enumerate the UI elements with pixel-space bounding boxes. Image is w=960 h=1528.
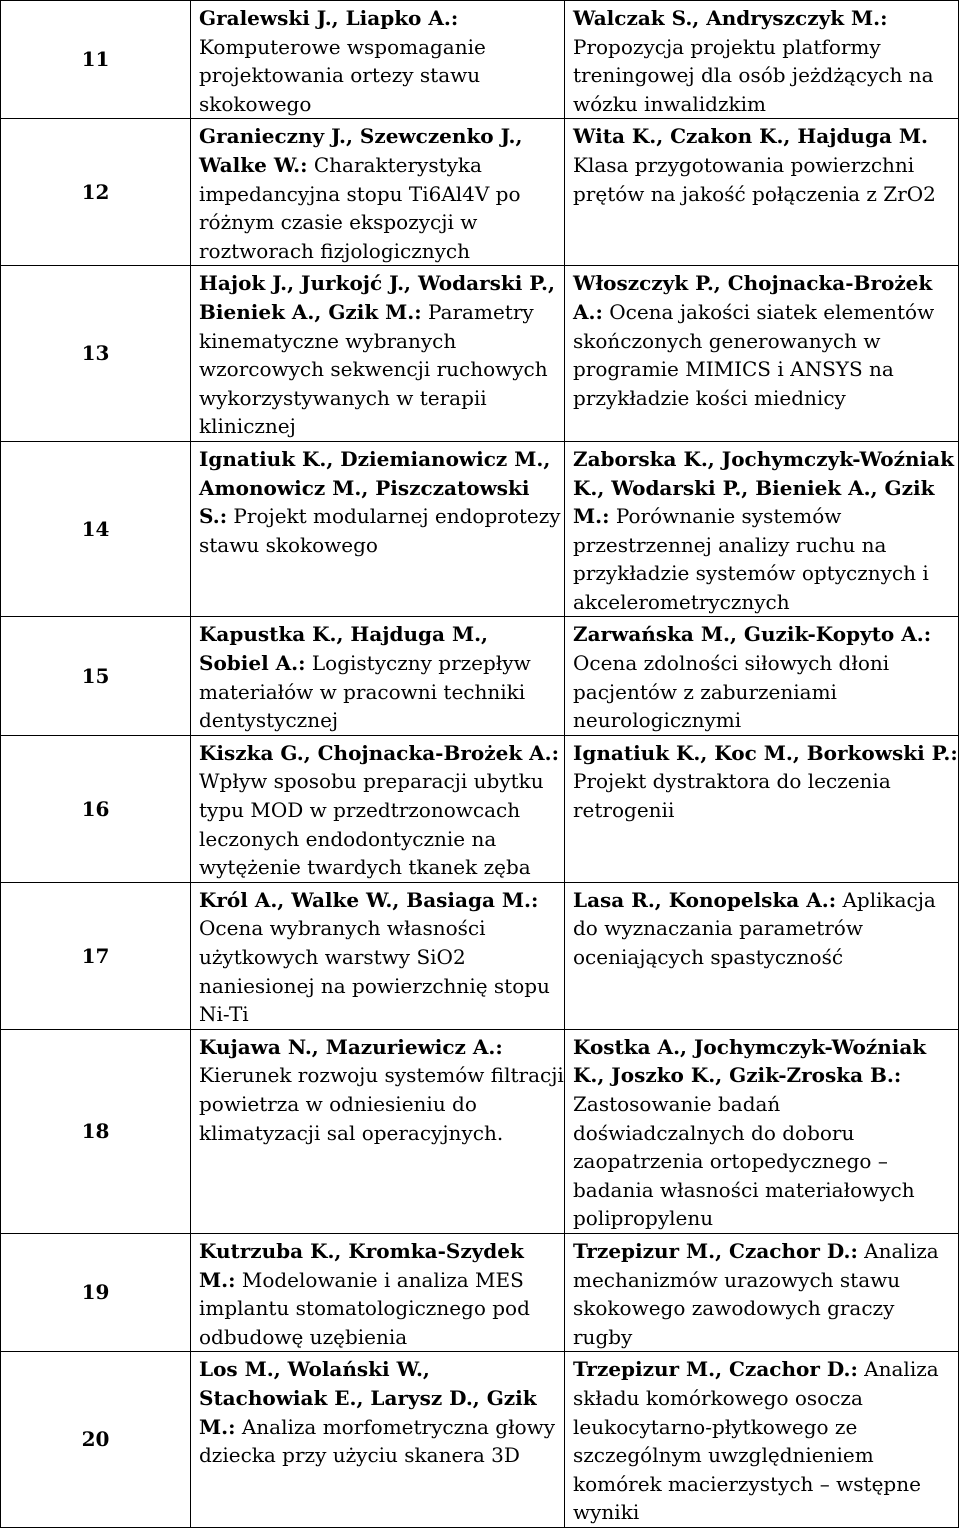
entry-authors: Kostka A., Jochymczyk-Woźniak K., Joszko K., Gzik-Zroska B.: <box>573 1034 927 1088</box>
entry-authors: Walczak S., Andryszczyk M.: <box>573 6 888 30</box>
entry-authors: Lasa R., Konopelska A.: <box>573 887 837 912</box>
entry-title: Zastosowanie badań doświadczalnych do doboru zaopatrzenia ortopedycznego – badania własności materiałowych polipropylenu <box>573 1091 915 1231</box>
entry-cell <box>191 1029 565 1233</box>
entry-title: Porównanie systemów przestrzennej analizy ruchu na przykładzie systemów optycznych i akcelerometrycznych <box>573 504 929 614</box>
entry-title: Projekt modularnej endoprotezy stawu skokowego <box>199 504 561 557</box>
entry-authors: Włoszczyk P., Chojnacka-Brożek A.: <box>573 271 933 324</box>
table-row <box>1 882 959 1029</box>
row-number: 20 <box>1 1352 191 1528</box>
row-number: 17 <box>1 882 191 1029</box>
row-number: 16 <box>1 735 191 882</box>
entry-cell <box>191 119 565 266</box>
entry-title: Kierunek rozwoju systemów filtracji powietrza w odniesieniu do klimatyzacji sal operacyjnych. <box>199 1063 564 1145</box>
entry-authors: Los M., Wolański W., Stachowiak E., Larysz D., Gzik M.: <box>199 1357 537 1439</box>
row-number: 14 <box>1 441 191 617</box>
entry-authors: Granieczny J., Szewczenko J., Walke W.: <box>199 124 523 177</box>
entry-title: Charakterystyka impedancyjna stopu Ti6Al4V po różnym czasie ekspozycji w roztworach fizjologicznych <box>199 152 521 263</box>
entry-title: Ocena jakości siatek elementów skończonych generowanych w programie MIMICS i ANSYS na przykładzie kości miednicy <box>573 299 935 410</box>
entry-authors: Kapustka K., Hajduga M., Sobiel A.: <box>199 622 489 676</box>
entry-cell <box>191 882 565 1029</box>
entry-title: Komputerowe wspomaganie projektowania ortezy stawu skokowego <box>199 34 486 116</box>
entry-title: Aplikacja do wyznaczania parametrów oceniających spastyczność <box>573 887 936 969</box>
entry-title: Ocena zdolności siłowych dłoni pacjentów z zaburzeniami neurologicznymi <box>573 651 890 733</box>
row-number: 12 <box>1 119 191 266</box>
entry-cell <box>565 441 959 617</box>
table-row <box>1 735 959 882</box>
entry-authors: Kutrzuba K., Kromka-Szydek M.: <box>199 1238 524 1292</box>
entry-authors: Ignatiuk K., Dziemianowicz M., Amonowicz M., Piszczatowski S.: <box>199 446 551 529</box>
entry-authors: Zaborska K., Jochymczyk-Woźniak K., Wodarski P., Bieniek A., Gzik M.: <box>573 446 954 529</box>
entry-cell <box>565 1233 959 1351</box>
entry-title: Projekt dystraktora do leczenia retrogenii <box>573 769 891 823</box>
entry-cell <box>191 1 565 119</box>
row-number: 11 <box>1 1 191 119</box>
entry-cell <box>191 617 565 735</box>
entry-cell <box>191 735 565 882</box>
table-row <box>1 119 959 266</box>
table-row <box>1 617 959 735</box>
table-row <box>1 1233 959 1351</box>
row-number: 19 <box>1 1233 191 1351</box>
entry-authors: Zarwańska M., Guzik-Kopyto A.: <box>573 622 932 647</box>
entry-authors: Trzepizur M., Czachor D.: <box>573 1357 858 1382</box>
entry-title: Analiza morfometryczna głowy dziecka przy użyciu skanera 3D <box>199 1414 556 1468</box>
table-row <box>1 1352 959 1528</box>
entry-cell <box>565 266 959 442</box>
entry-cell <box>191 1233 565 1351</box>
entry-title: Analiza mechanizmów urazowych stawu skokowego zawodowych graczy rugby <box>573 1238 939 1349</box>
entry-title: Klasa przygotowania powierzchni prętów na jakość połączenia z ZrO2 <box>573 152 936 206</box>
entry-cell <box>565 1352 959 1528</box>
entry-cell <box>565 617 959 735</box>
entry-authors: Kiszka G., Chojnacka-Brożek A.: <box>199 740 560 765</box>
row-number: 13 <box>1 266 191 442</box>
table-row <box>1 1 959 119</box>
entry-authors: Król A., Walke W., Basiaga M.: <box>199 887 539 912</box>
entry-authors: Kujawa N., Mazuriewicz A.: <box>199 1034 503 1059</box>
entry-cell <box>565 882 959 1029</box>
entry-title: Logistyczny przepływ materiałów w pracowni techniki dentystycznej <box>199 651 531 733</box>
entry-cell <box>565 119 959 266</box>
entry-cell <box>565 1 959 119</box>
entry-cell <box>191 441 565 617</box>
row-number: 18 <box>1 1029 191 1233</box>
entry-title: Ocena wybranych własności użytkowych warstwy SiO2 naniesionej na powierzchnię stopu Ni-Ti <box>199 916 550 1027</box>
table-row <box>1 1029 959 1233</box>
row-number: 15 <box>1 617 191 735</box>
table-row <box>1 441 959 617</box>
entry-cell <box>565 1029 959 1233</box>
entry-cell <box>191 266 565 442</box>
entry-title: Wpływ sposobu preparacji ubytku typu MOD w przedtrzonowcach leczonych endodontycznie na wytężenie twardych tkanek zęba <box>199 769 544 880</box>
entry-authors: Ignatiuk K., Koc M., Borkowski P.: <box>573 740 958 765</box>
entry-authors: Gralewski J., Liapko A.: <box>199 6 459 30</box>
table-row <box>1 266 959 442</box>
entry-authors: Hajok J., Jurkojć J., Wodarski P., Bieniek A., Gzik M.: <box>199 271 555 324</box>
entry-authors: Wita K., Czakon K., Hajduga M. <box>573 124 928 149</box>
entry-title: Propozycja projektu platformy treningowej dla osób jeżdżących na wózku inwalidzkim <box>573 34 934 116</box>
entry-title: Analiza składu komórkowego osocza leukocytarno-płytkowego ze szczególnym uwzględnieniem komórek macierzystych – wstępne wyniki <box>573 1357 939 1525</box>
entry-cell <box>191 1352 565 1528</box>
entry-title: Modelowanie i analiza MES implantu stomatologicznego pod odbudowę uzębienia <box>199 1267 530 1349</box>
entry-authors: Trzepizur M., Czachor D.: <box>573 1238 858 1263</box>
entry-cell <box>565 735 959 882</box>
entry-title: Parametry kinematyczne wybranych wzorcowych sekwencji ruchowych wykorzystywanych w terapii klinicznej <box>199 299 548 439</box>
